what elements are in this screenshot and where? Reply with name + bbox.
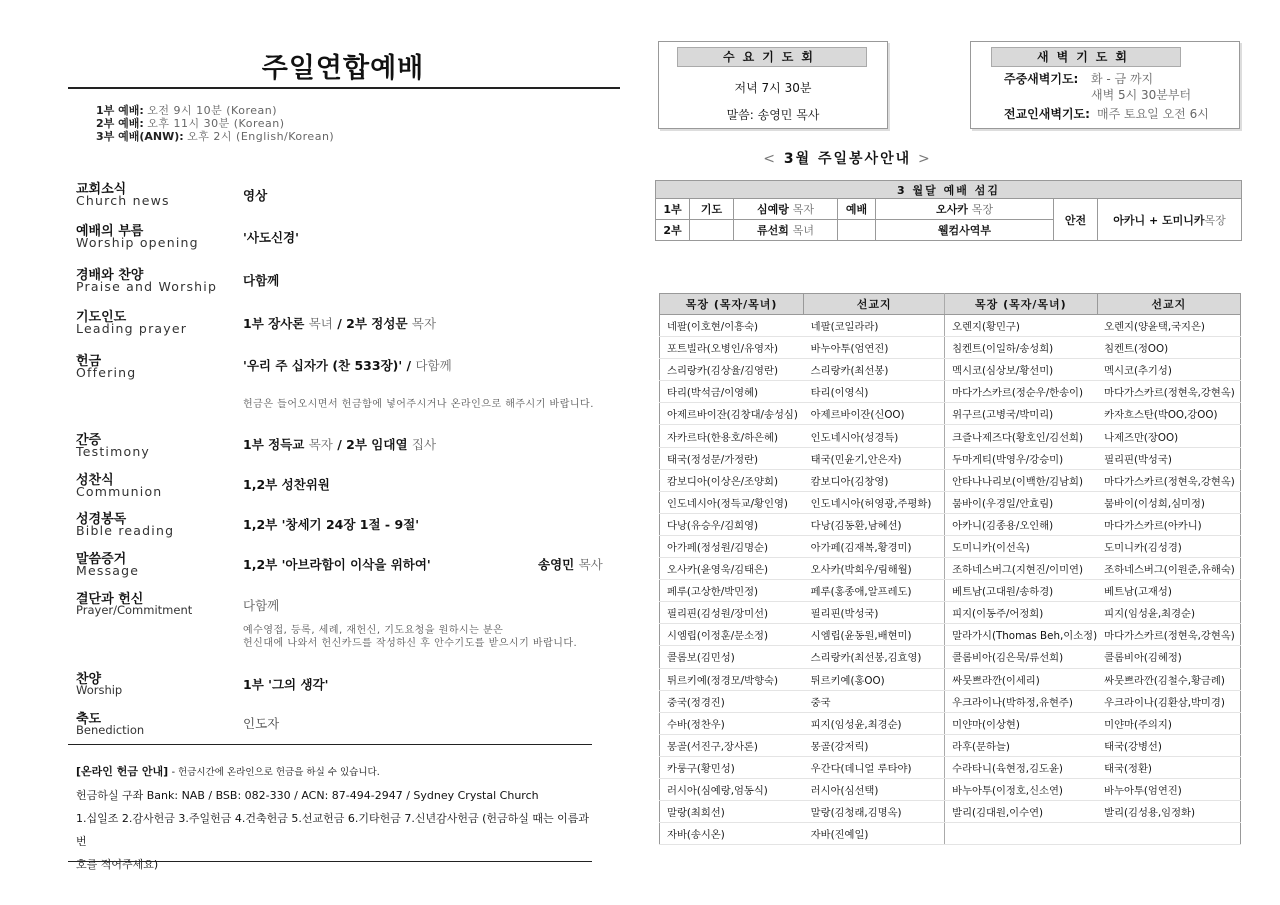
table-row [660,646,1241,668]
table-cell: 우크라이나(김환삼,박미경) [1097,690,1240,712]
table-cell: 콜롬비아(김은묵/류선희) [945,646,1097,668]
order-en: Prayer/Commitment [76,603,193,617]
table-cell: 스리랑카(최선봉) [804,359,945,381]
table-cell: 태국(정성문/가정란) [660,447,804,469]
table-row [660,624,1241,646]
box-line: 저녁 7시 30분 [734,81,812,95]
service-table-title: 3 월달 예배 섬김 [656,181,1242,199]
order-en: Worship opening [76,235,199,250]
order-value: 1부 '그의 생각' [243,677,329,692]
table-cell: 페루(홍종애,알프레도) [804,580,945,602]
table-cell: 도미니카(김성경) [1097,535,1240,557]
table-row [660,381,1241,403]
table-cell: 카룽구(황민성) [660,756,804,778]
order-en: Testimony [76,444,151,459]
preacher: 송영민 목사 [538,557,603,572]
table-cell: 다낭(김동환,남혜선) [804,513,945,535]
table-cell: 베트남(고재성) [1097,580,1240,602]
box-header: 새벽기도회 [991,47,1181,67]
order-ko: 예배의 부름 [76,224,144,239]
order-ko: 말씀증거 [76,552,127,567]
order-value: 1부 장사론 목녀 / 2부 정성문 목자 [243,316,437,331]
table-cell: 몽골(강저릭) [804,734,945,756]
column-header: 선교지 [1097,294,1240,315]
table-row [660,447,1241,469]
box-header: 수요기도회 [677,47,867,67]
table-cell: 수바(정찬우) [660,712,804,734]
table-cell: 오렌지(양윤택,국지은) [1097,315,1240,337]
table-cell: 몽골(서진구,장사론) [660,734,804,756]
service-title [655,148,1040,168]
time-row [96,104,334,117]
table-cell: 스리랑카(김상율/김영란) [660,359,804,381]
table-cell: 러시아(심예랑,엄동식) [660,778,804,800]
order-en: Praise and Worship [76,279,218,294]
online-heading-row [76,760,596,784]
online-offering [76,760,596,876]
table-cell: 침켄트(이일하/송성희) [945,337,1097,359]
order-en: Bible reading [76,523,175,538]
order-ko: 경배와 찬양 [76,268,144,283]
table-cell: 인도네시아(허영광,주평화) [804,491,945,513]
table-cell: 카자흐스탄(박OO,강OO) [1097,403,1240,425]
table-cell: 시엠립(윤동원,배현미) [804,624,945,646]
wednesday-prayer-box [658,41,888,129]
table-cell: 싸뭇쁘라깐(이세리) [945,668,1097,690]
table-cell: 콜롬비아(김혜정) [1097,646,1240,668]
table-cell: 태국(민윤기,안은자) [804,447,945,469]
order-en: Message [76,563,140,578]
table-cell: 말랑(최희선) [660,801,804,823]
table-row [660,513,1241,535]
table-cell: 베트남(고대원/송하경) [945,580,1097,602]
order-en: Benediction [76,723,145,737]
table-cell: 자카르타(한용호/하은혜) [660,425,804,447]
order-en: Leading prayer [76,321,188,336]
table-cell: 마다가스카르(정현욱,강현옥) [1097,469,1240,491]
order-ko: 축도 [76,712,102,727]
table-cell: 두마게티(박영우/강승미) [945,447,1097,469]
time-row [96,117,334,130]
order-note: 예수영접, 등록, 세례, 재헌신, 기도요청을 원하시는 분은 헌신대에 나와서 헌신카드를 작성하신 후 안수기도를 받으시기 바랍니다. [243,625,578,649]
service-times [96,104,334,143]
table-cell: 뭄바이(우경일/안효림) [945,491,1097,513]
table-cell: 아가페(정성원/김명순) [660,535,804,557]
order-value: 1부 정득교 목자 / 2부 임대열 집사 [243,437,437,452]
order-value: 영상 [243,188,268,203]
table-row [660,801,1241,823]
table-cell: 우간다(데니얼 루타야) [804,756,945,778]
table-row [660,734,1241,756]
table-row: 2부 류선희 목녀 웰컴사역부 [656,220,1242,241]
order-ko: 교회소식 [76,182,127,197]
order-value: 인도자 [243,716,280,731]
table-cell: 바누아투(엄연진) [1097,778,1240,800]
table-cell: 나제즈만(장OO) [1097,425,1240,447]
table-row [660,359,1241,381]
table-cell: 뭄바이(이성희,심미정) [1097,491,1240,513]
table-cell: 인도네시아(성경득) [804,425,945,447]
order-value: 다함께 [243,273,280,288]
order-ko: 찬양 [76,672,102,687]
table-cell: 발리(김대원,이수연) [945,801,1097,823]
table-row [660,535,1241,557]
order-value: 1,2부 '창세기 24장 1절 - 9절' [243,517,420,532]
box-value: 새벽 5시 30분부터 [1091,88,1192,102]
table-cell: 스리랑카(최선봉,김효영) [804,646,945,668]
next-arrow-icon[interactable]: > [918,151,932,167]
table-cell: 마다가스카르(정현욱,강현옥) [1097,381,1240,403]
column-header: 목장 (목자/목녀) [660,294,804,315]
table-cell: 마다가스카르(정현욱,강현옥) [1097,624,1240,646]
table-cell: 튀르키예(정경모/박향숙) [660,668,804,690]
time-label: 1부 예배: [96,104,144,117]
table-cell: 필리핀(김성원/장미선) [660,602,804,624]
table-cell: 아제르바이잔(신OO) [804,403,945,425]
missions-table [659,293,1241,845]
table-row [660,403,1241,425]
table-cell: 위구르(고병국/박미리) [945,403,1097,425]
table-row [660,668,1241,690]
table-cell: 필리핀(박성국) [804,602,945,624]
table-cell: 멕시코(추기성) [1097,359,1240,381]
online-types: 1.십일조 2.감사헌금 3.주일헌금 4.건축헌금 5.선교헌금 6.기타헌금 7.신년감사헌금 (헌금하실 때는 이름과 번 [76,812,590,848]
table-cell: 피지(이동주/어정희) [945,602,1097,624]
table-cell: 마다가스카르(아카니) [1097,513,1240,535]
table-cell: 중국(정경진) [660,690,804,712]
order-value: '우리 주 십자가 (찬 533장)' / 다함께 [243,358,452,373]
table-row [660,580,1241,602]
prev-arrow-icon[interactable]: < [763,151,777,167]
table-cell: 발리(김성용,임정화) [1097,801,1240,823]
table-cell: 태국(강병선) [1097,734,1240,756]
table-cell: 말라가시(Thomas Beh,이소정) [945,624,1097,646]
table-cell: 네팔(이호현/이흥숙) [660,315,804,337]
table-cell: 중국 [804,690,945,712]
table-cell [1097,823,1240,845]
time-label: 2부 예배: [96,117,144,130]
table-cell: 미얀마(이상현) [945,712,1097,734]
table-cell: 말랑(김청래,김명옥) [804,801,945,823]
order-en: Worship [76,683,123,697]
order-ko: 성찬식 [76,473,114,488]
box-label: 전교인새벽기도: [1004,107,1090,121]
table-cell: 포트빌라(오병인/유영자) [660,337,804,359]
table-cell: 페루(고상한/박민정) [660,580,804,602]
table-row: 1부 기도 심예랑 목자 예배 오사카 목장 안전 아카니 + 도미니카목장 [656,199,1242,220]
table-row [660,491,1241,513]
table-row [660,315,1241,337]
table-cell: 네팔(코일라라) [804,315,945,337]
table-row [660,712,1241,734]
dawn-prayer-box [970,41,1240,129]
table-cell: 미얀마(주의지) [1097,712,1240,734]
order-ko: 헌금 [76,354,102,369]
table-cell: 타리(박석금/이영혜) [660,381,804,403]
table-cell: 아가페(김재복,황경미) [804,535,945,557]
table-cell: 타리(이영식) [804,381,945,403]
page-title: 주일연합예배 [261,53,425,84]
order-value: 1,2부 성찬위원 [243,477,330,492]
table-cell: 수라타니(육현정,김도윤) [945,756,1097,778]
order-note: 헌금은 들어오시면서 헌금함에 넣어주시거나 온라인으로 해주시기 바랍니다. [243,399,594,410]
table-cell: 튀르키예(홍OO) [804,668,945,690]
order-ko: 성경봉독 [76,512,127,527]
table-cell: 피지(임성윤,최경순) [804,712,945,734]
divider [68,861,592,862]
table-cell: 도미니카(이선옥) [945,535,1097,557]
table-cell: 러시아(심선택) [804,778,945,800]
table-cell: 시엠립(이정훈/문소정) [660,624,804,646]
table-cell: 자바(송시온) [660,823,804,845]
table-cell: 크즐나제즈다(황호인/김선희) [945,425,1097,447]
table-row [660,602,1241,624]
order-en: Offering [76,365,137,380]
table-cell: 침켄트(정OO) [1097,337,1240,359]
order-ko: 간증 [76,433,102,448]
order-en: Communion [76,484,163,499]
table-row [660,469,1241,491]
table-cell: 라후(문하늘) [945,734,1097,756]
time-label: 3부 예배(ANW): [96,130,184,143]
order-value: '사도신경' [243,230,299,245]
box-label: 주중새벽기도: [1004,72,1079,86]
table-row [660,690,1241,712]
table-row [660,823,1241,845]
service-title-text: 3월 주일봉사안내 [783,151,912,167]
table-cell: 콜롬보(김민성) [660,646,804,668]
table-cell: 다낭(유승우/김희영) [660,513,804,535]
column-header: 목장 (목자/목녀) [945,294,1097,315]
table-cell: 마다가스카르(정순우/한송이) [945,381,1097,403]
box-line: 말씀: 송영민 목사 [726,108,820,122]
box-value: 매주 토요일 오전 6시 [1097,107,1209,121]
table-row [660,778,1241,800]
table-row [660,425,1241,447]
table-cell: 캄보디아(김창영) [804,469,945,491]
table-row [660,756,1241,778]
table-cell: 인도네시아(정득교/황인영) [660,491,804,513]
time-value: 오후 11시 30분 (Korean) [147,117,285,130]
title-divider [68,87,620,89]
order-value: 다함께 [243,598,280,613]
table-cell: 오사카(박희우/림해월) [804,558,945,580]
service-table [655,180,1242,241]
table-cell: 멕시코(심상보/황선미) [945,359,1097,381]
table-cell: 조하네스버그(지현진/이미연) [945,558,1097,580]
order-ko: 기도인도 [76,310,127,325]
box-value: 화 - 금 까지 [1091,72,1154,86]
order-ko: 결단과 헌신 [76,592,144,607]
table-cell: 자바(진예일) [804,823,945,845]
table-cell: 오사카(윤영욱/김태은) [660,558,804,580]
time-value: 오전 9시 10분 (Korean) [147,104,277,117]
divider [68,744,592,745]
table-cell: 필리핀(박성국) [1097,447,1240,469]
order-en: Church news [76,193,170,208]
table-cell: 바누아투(이정호,신소연) [945,778,1097,800]
table-cell: 싸뭇쁘라깐(김철수,황금례) [1097,668,1240,690]
time-value: 오후 2시 (English/Korean) [187,130,335,143]
table-cell: 바누아투(엄연진) [804,337,945,359]
online-types-cont: 호를 적어주세요) [76,858,159,871]
table-cell: 안타나나리보(이백한/김남희) [945,469,1097,491]
table-cell: 오렌지(황민구) [945,315,1097,337]
table-cell [945,823,1097,845]
table-cell: 우크라이나(박하정,유현주) [945,690,1097,712]
table-cell: 아제르바이잔(김창대/송성심) [660,403,804,425]
time-row [96,130,334,143]
online-heading: [온라인 헌금 안내] [76,765,169,778]
table-cell: 태국(정환) [1097,756,1240,778]
table-cell: 아카니(김종용/오인해) [945,513,1097,535]
table-cell: 조하네스버그(이원준,유해숙) [1097,558,1240,580]
table-cell: 캄보디아(이상은/조양희) [660,469,804,491]
order-value: 1,2부 '아브라함이 이삭을 위하여' [243,557,431,572]
table-row [660,337,1241,359]
online-account: 헌금하실 구좌 Bank: NAB / BSB: 082-330 / ACN: 87-494-2947 / Sydney Crystal Church [76,789,539,802]
table-cell: 피지(임성윤,최경순) [1097,602,1240,624]
column-header: 선교지 [804,294,945,315]
table-row [660,558,1241,580]
online-heading-note: - 헌금시간에 온라인으로 헌금을 하실 수 있습니다. [171,767,380,778]
